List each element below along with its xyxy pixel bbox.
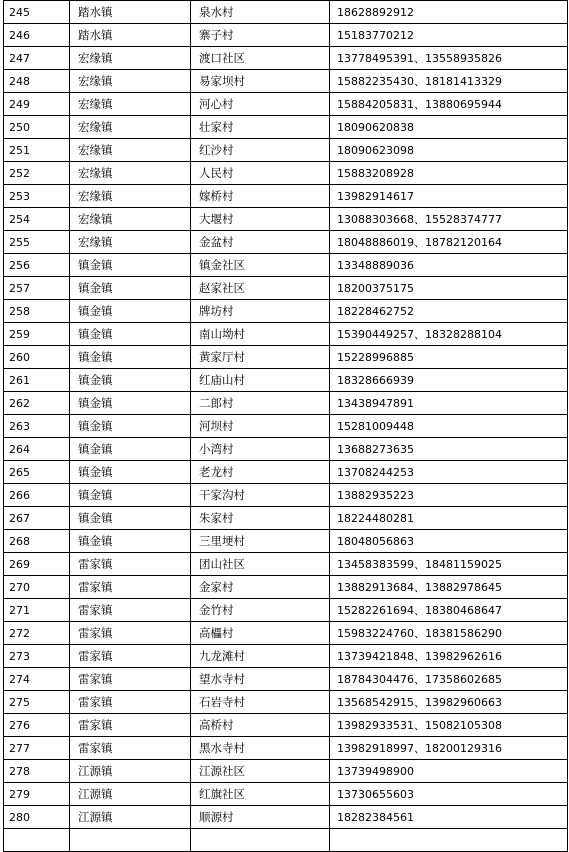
village-cell: 牌坊村: [191, 300, 330, 323]
village-cell: 石岩寺村: [191, 691, 330, 714]
serial-number-cell: 245: [4, 1, 70, 24]
town-cell: 镇金镇: [70, 438, 191, 461]
phone-cell: 15882235430、18181413329: [330, 70, 568, 93]
town-cell: 镇金镇: [70, 277, 191, 300]
village-cell: 黄家厅村: [191, 346, 330, 369]
serial-number-cell: 248: [4, 70, 70, 93]
town-cell: 踏水镇: [70, 1, 191, 24]
serial-number-cell: 249: [4, 93, 70, 116]
table-body: [4, 1, 568, 852]
village-cell: [191, 829, 330, 852]
village-cell: 嫁桥村: [191, 185, 330, 208]
table-row: [4, 93, 568, 116]
table-row: [4, 300, 568, 323]
village-cell: 红沙村: [191, 139, 330, 162]
serial-number-cell: 270: [4, 576, 70, 599]
table-row: [4, 622, 568, 645]
serial-number-cell: 258: [4, 300, 70, 323]
table-row: [4, 415, 568, 438]
table-row: [4, 438, 568, 461]
phone-cell: 13708244253: [330, 461, 568, 484]
village-cell: 河心村: [191, 93, 330, 116]
contact-table: [3, 0, 568, 852]
phone-cell: 13778495391、13558935826: [330, 47, 568, 70]
phone-cell: 15281009448: [330, 415, 568, 438]
village-cell: 江源社区: [191, 760, 330, 783]
phone-cell: 18228462752: [330, 300, 568, 323]
table-row: [4, 70, 568, 93]
serial-number-cell: 256: [4, 254, 70, 277]
phone-cell: 15282261694、18380468647: [330, 599, 568, 622]
village-cell: 南山坳村: [191, 323, 330, 346]
table-row: [4, 254, 568, 277]
town-cell: 雷家镇: [70, 737, 191, 760]
town-cell: [70, 829, 191, 852]
phone-cell: 13739498900: [330, 760, 568, 783]
town-cell: 雷家镇: [70, 576, 191, 599]
table-row: [4, 1, 568, 24]
town-cell: 雷家镇: [70, 622, 191, 645]
village-cell: 寨子村: [191, 24, 330, 47]
serial-number-cell: 277: [4, 737, 70, 760]
phone-cell: 15884205831、13880695944: [330, 93, 568, 116]
table-row: [4, 737, 568, 760]
phone-cell: [330, 829, 568, 852]
town-cell: 镇金镇: [70, 323, 191, 346]
phone-cell: 13739421848、13982962616: [330, 645, 568, 668]
phone-cell: 15183770212: [330, 24, 568, 47]
village-cell: 河坝村: [191, 415, 330, 438]
village-cell: 壮家村: [191, 116, 330, 139]
town-cell: 镇金镇: [70, 530, 191, 553]
table-row: [4, 829, 568, 852]
serial-number-cell: 262: [4, 392, 70, 415]
table-row: [4, 668, 568, 691]
town-cell: 镇金镇: [70, 254, 191, 277]
serial-number-cell: 247: [4, 47, 70, 70]
town-cell: 江源镇: [70, 783, 191, 806]
phone-cell: 18328666939: [330, 369, 568, 392]
village-cell: 九龙滩村: [191, 645, 330, 668]
town-cell: 镇金镇: [70, 461, 191, 484]
town-cell: 宏缘镇: [70, 70, 191, 93]
phone-cell: 18282384561: [330, 806, 568, 829]
serial-number-cell: 252: [4, 162, 70, 185]
table-row: [4, 47, 568, 70]
town-cell: 镇金镇: [70, 346, 191, 369]
town-cell: 雷家镇: [70, 714, 191, 737]
town-cell: 雷家镇: [70, 645, 191, 668]
town-cell: 宏缘镇: [70, 116, 191, 139]
phone-cell: 18200375175: [330, 277, 568, 300]
phone-cell: 13568542915、13982960663: [330, 691, 568, 714]
phone-cell: 18090620838: [330, 116, 568, 139]
serial-number-cell: 274: [4, 668, 70, 691]
phone-cell: 18048886019、18782120164: [330, 231, 568, 254]
phone-cell: 13688273635: [330, 438, 568, 461]
serial-number-cell: [4, 829, 70, 852]
table-row: [4, 530, 568, 553]
town-cell: 雷家镇: [70, 553, 191, 576]
serial-number-cell: 268: [4, 530, 70, 553]
town-cell: 镇金镇: [70, 300, 191, 323]
village-cell: 老龙村: [191, 461, 330, 484]
phone-cell: 13438947891: [330, 392, 568, 415]
village-cell: 二郎村: [191, 392, 330, 415]
town-cell: 宏缘镇: [70, 208, 191, 231]
table-row: [4, 507, 568, 530]
town-cell: 雷家镇: [70, 691, 191, 714]
phone-cell: 15390449257、18328288104: [330, 323, 568, 346]
phone-cell: 13982933531、15082105308: [330, 714, 568, 737]
serial-number-cell: 265: [4, 461, 70, 484]
village-cell: 金家村: [191, 576, 330, 599]
phone-cell: 13882935223: [330, 484, 568, 507]
phone-cell: 18784304476、17358602685: [330, 668, 568, 691]
serial-number-cell: 261: [4, 369, 70, 392]
table-row: [4, 645, 568, 668]
phone-cell: 13882913684、13882978645: [330, 576, 568, 599]
table-row: [4, 760, 568, 783]
table-row: [4, 691, 568, 714]
table-row: [4, 185, 568, 208]
village-cell: 赵家社区: [191, 277, 330, 300]
village-cell: 金盆村: [191, 231, 330, 254]
table-row: [4, 162, 568, 185]
town-cell: 宏缘镇: [70, 231, 191, 254]
phone-cell: 13458383599、18481159025: [330, 553, 568, 576]
serial-number-cell: 255: [4, 231, 70, 254]
town-cell: 镇金镇: [70, 507, 191, 530]
serial-number-cell: 276: [4, 714, 70, 737]
serial-number-cell: 278: [4, 760, 70, 783]
phone-cell: 18628892912: [330, 1, 568, 24]
table-row: [4, 714, 568, 737]
serial-number-cell: 250: [4, 116, 70, 139]
table-row: [4, 576, 568, 599]
table-row: [4, 484, 568, 507]
town-cell: 踏水镇: [70, 24, 191, 47]
serial-number-cell: 267: [4, 507, 70, 530]
town-cell: 宏缘镇: [70, 139, 191, 162]
village-cell: 三里埂村: [191, 530, 330, 553]
table-row: [4, 806, 568, 829]
phone-cell: 13982914617: [330, 185, 568, 208]
village-cell: 渡口社区: [191, 47, 330, 70]
village-cell: 高櫑村: [191, 622, 330, 645]
phone-cell: 18090623098: [330, 139, 568, 162]
town-cell: 雷家镇: [70, 668, 191, 691]
serial-number-cell: 269: [4, 553, 70, 576]
serial-number-cell: 254: [4, 208, 70, 231]
table-row: [4, 231, 568, 254]
village-cell: 顺源村: [191, 806, 330, 829]
serial-number-cell: 280: [4, 806, 70, 829]
phone-cell: 13730655603: [330, 783, 568, 806]
village-cell: 干家沟村: [191, 484, 330, 507]
table-row: [4, 599, 568, 622]
town-cell: 镇金镇: [70, 369, 191, 392]
village-cell: 红旗社区: [191, 783, 330, 806]
phone-cell: 13348889036: [330, 254, 568, 277]
table-row: [4, 116, 568, 139]
table-row: [4, 369, 568, 392]
village-cell: 团山社区: [191, 553, 330, 576]
table-row: [4, 461, 568, 484]
phone-cell: 18048056863: [330, 530, 568, 553]
table-row: [4, 24, 568, 47]
table-row: [4, 323, 568, 346]
village-cell: 小湾村: [191, 438, 330, 461]
village-cell: 黑水寺村: [191, 737, 330, 760]
serial-number-cell: 257: [4, 277, 70, 300]
town-cell: 宏缘镇: [70, 93, 191, 116]
village-cell: 望水寺村: [191, 668, 330, 691]
town-cell: 宏缘镇: [70, 162, 191, 185]
serial-number-cell: 253: [4, 185, 70, 208]
village-cell: 朱家村: [191, 507, 330, 530]
serial-number-cell: 279: [4, 783, 70, 806]
village-cell: 金竹村: [191, 599, 330, 622]
village-cell: 大堰村: [191, 208, 330, 231]
village-cell: 易家坝村: [191, 70, 330, 93]
town-cell: 镇金镇: [70, 392, 191, 415]
town-cell: 雷家镇: [70, 599, 191, 622]
serial-number-cell: 263: [4, 415, 70, 438]
table-row: [4, 208, 568, 231]
serial-number-cell: 260: [4, 346, 70, 369]
phone-cell: 18224480281: [330, 507, 568, 530]
table-row: [4, 139, 568, 162]
serial-number-cell: 264: [4, 438, 70, 461]
town-cell: 宏缘镇: [70, 47, 191, 70]
table-row: [4, 346, 568, 369]
serial-number-cell: 266: [4, 484, 70, 507]
serial-number-cell: 259: [4, 323, 70, 346]
town-cell: 江源镇: [70, 760, 191, 783]
serial-number-cell: 273: [4, 645, 70, 668]
village-cell: 红庙山村: [191, 369, 330, 392]
town-cell: 镇金镇: [70, 484, 191, 507]
town-cell: 镇金镇: [70, 415, 191, 438]
phone-cell: 15883208928: [330, 162, 568, 185]
village-cell: 泉水村: [191, 1, 330, 24]
table-row: [4, 553, 568, 576]
town-cell: 江源镇: [70, 806, 191, 829]
serial-number-cell: 271: [4, 599, 70, 622]
phone-cell: 13088303668、15528374777: [330, 208, 568, 231]
table-row: [4, 392, 568, 415]
village-cell: 人民村: [191, 162, 330, 185]
phone-cell: 15228996885: [330, 346, 568, 369]
village-cell: 镇金社区: [191, 254, 330, 277]
table-row: [4, 277, 568, 300]
serial-number-cell: 251: [4, 139, 70, 162]
serial-number-cell: 272: [4, 622, 70, 645]
town-cell: 宏缘镇: [70, 185, 191, 208]
serial-number-cell: 275: [4, 691, 70, 714]
phone-cell: 13982918997、18200129316: [330, 737, 568, 760]
serial-number-cell: 246: [4, 24, 70, 47]
table-row: [4, 783, 568, 806]
village-cell: 高桥村: [191, 714, 330, 737]
phone-cell: 15983224760、18381586290: [330, 622, 568, 645]
